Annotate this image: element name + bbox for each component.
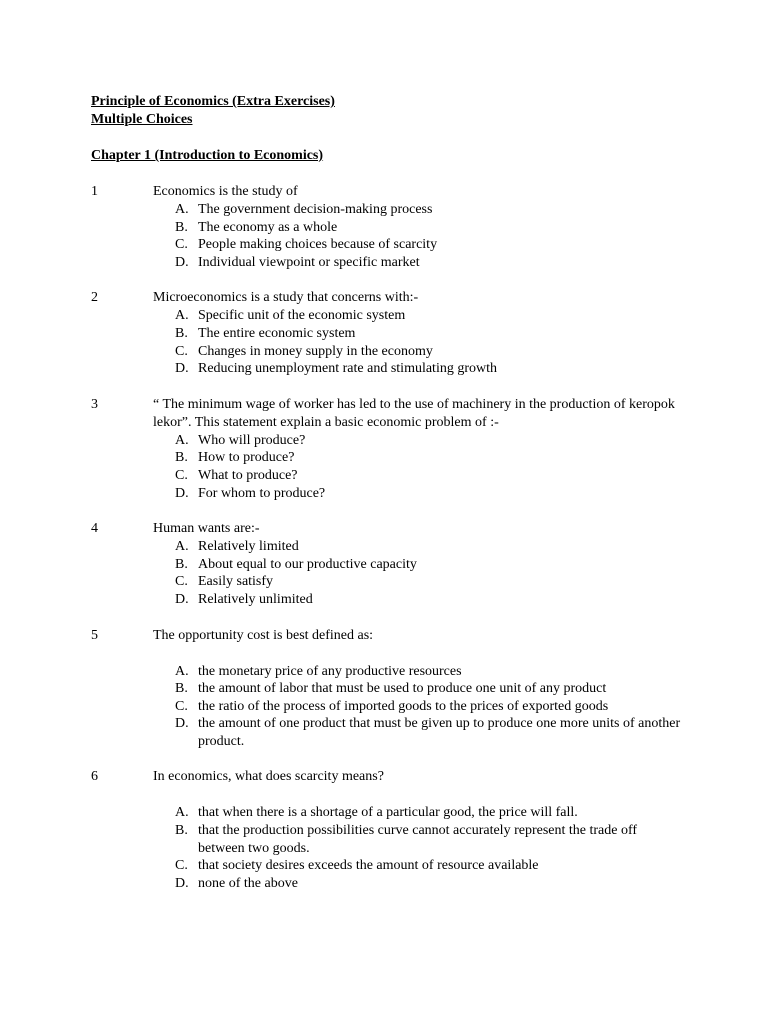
option-b <box>175 556 691 574</box>
question-1 <box>91 183 691 271</box>
option-b <box>175 822 691 857</box>
option-d <box>175 875 691 893</box>
option-text: the amount of labor that must be used to produce one unit of any product <box>198 681 607 697</box>
option-letter: B. <box>175 823 188 839</box>
option-text: none of the above <box>198 875 298 891</box>
option-b <box>175 325 691 343</box>
option-d <box>175 254 691 272</box>
option-text: Reducing unemployment rate and stimulating growth <box>198 361 497 377</box>
option-letter: C. <box>175 574 188 590</box>
option-text: For whom to produce? <box>198 485 326 501</box>
question-number: 3 <box>91 396 98 412</box>
option-letter: D. <box>175 485 189 501</box>
question-6 <box>91 768 691 892</box>
option-text: that society desires exceeds the amount of resource available <box>198 858 539 874</box>
option-letter: D. <box>175 875 189 891</box>
option-text: that when there is a shortage of a particular good, the price will fall. <box>198 805 578 821</box>
option-letter: A. <box>175 539 189 555</box>
question-number: 1 <box>91 184 98 199</box>
question-text: Human wants are:- <box>153 521 260 537</box>
option-letter: D. <box>175 716 189 732</box>
option-letter: B. <box>175 450 188 466</box>
document-title: Principle of Economics (Extra Exercises) <box>91 94 335 109</box>
option-a <box>175 201 691 219</box>
question-4 <box>91 520 691 608</box>
option-text: The entire economic system <box>198 325 356 341</box>
option-letter: A. <box>175 663 189 679</box>
option-a <box>175 663 691 681</box>
option-letter: D. <box>175 254 189 270</box>
option-a <box>175 307 691 325</box>
option-c <box>175 857 691 875</box>
option-letter: C. <box>175 467 188 483</box>
option-text: that the production possibilities curve cannot accurately represent the trade off between two goods. <box>198 823 638 856</box>
option-c <box>175 698 691 716</box>
option-d <box>175 591 691 609</box>
option-list <box>91 538 691 608</box>
option-text: The government decision-making process <box>198 202 433 217</box>
question-number: 2 <box>91 290 98 306</box>
spacer <box>91 645 691 663</box>
option-letter: A. <box>175 202 189 217</box>
question-text: Microeconomics is a study that concerns with:- <box>153 290 419 306</box>
option-letter: B. <box>175 681 188 697</box>
option-b <box>175 219 691 237</box>
option-letter: B. <box>175 325 188 341</box>
option-text: What to produce? <box>198 467 298 483</box>
option-b <box>175 449 691 467</box>
option-text: Changes in money supply in the economy <box>198 343 433 359</box>
option-letter: D. <box>175 361 189 377</box>
option-text: Specific unit of the economic system <box>198 308 406 324</box>
spacer <box>91 786 691 804</box>
option-letter: C. <box>175 237 188 253</box>
question-number: 4 <box>91 521 98 537</box>
question-text: Economics is the study of <box>153 184 298 199</box>
option-c <box>175 236 691 254</box>
question-text: “ The minimum wage of worker has led to the use of machinery in the production of keropok lekor”. This statement explain a basic economic problem of :- <box>153 396 675 430</box>
option-letter: A. <box>175 308 189 324</box>
question-text: In economics, what does scarcity means? <box>153 769 384 785</box>
question-3 <box>91 396 691 502</box>
option-text: the amount of one product that must be given up to produce one more units of another product. <box>198 716 681 749</box>
option-text: Easily satisfy <box>198 574 274 590</box>
option-letter: A. <box>175 432 189 448</box>
option-list <box>91 804 691 892</box>
option-list <box>91 432 691 502</box>
question-5 <box>91 627 691 751</box>
option-letter: D. <box>175 591 189 607</box>
option-letter: C. <box>175 698 188 714</box>
option-d <box>175 485 691 503</box>
option-text: Who will produce? <box>198 432 306 448</box>
document-page <box>91 93 691 892</box>
option-a <box>175 432 691 450</box>
option-text: Relatively limited <box>198 539 299 555</box>
option-list <box>91 307 691 377</box>
option-c <box>175 343 691 361</box>
question-number: 6 <box>91 769 98 785</box>
option-a <box>175 538 691 556</box>
question-number: 5 <box>91 627 98 643</box>
option-b <box>175 680 691 698</box>
option-text: Relatively unlimited <box>198 591 313 607</box>
option-text: How to produce? <box>198 450 295 466</box>
option-list <box>91 201 691 271</box>
option-letter: B. <box>175 556 188 572</box>
option-letter: C. <box>175 858 188 874</box>
option-a <box>175 804 691 822</box>
option-d <box>175 360 691 378</box>
option-c <box>175 573 691 591</box>
option-text: Individual viewpoint or specific market <box>198 254 420 270</box>
question-text: The opportunity cost is best defined as: <box>153 627 374 643</box>
option-text: The economy as a whole <box>198 219 338 235</box>
option-list <box>91 663 691 751</box>
option-text: People making choices because of scarcity <box>198 237 438 253</box>
option-text: About equal to our productive capacity <box>198 556 417 572</box>
option-letter: A. <box>175 805 189 821</box>
document-subtitle: Multiple Choices <box>91 112 193 127</box>
option-letter: C. <box>175 343 188 359</box>
option-c <box>175 467 691 485</box>
option-letter: B. <box>175 219 188 235</box>
chapter-heading: Chapter 1 (Introduction to Economics) <box>91 148 324 163</box>
option-text: the ratio of the process of imported goods to the prices of exported goods <box>198 698 609 714</box>
option-d <box>175 715 691 750</box>
option-text: the monetary price of any productive resources <box>198 663 462 679</box>
question-2 <box>91 289 691 377</box>
